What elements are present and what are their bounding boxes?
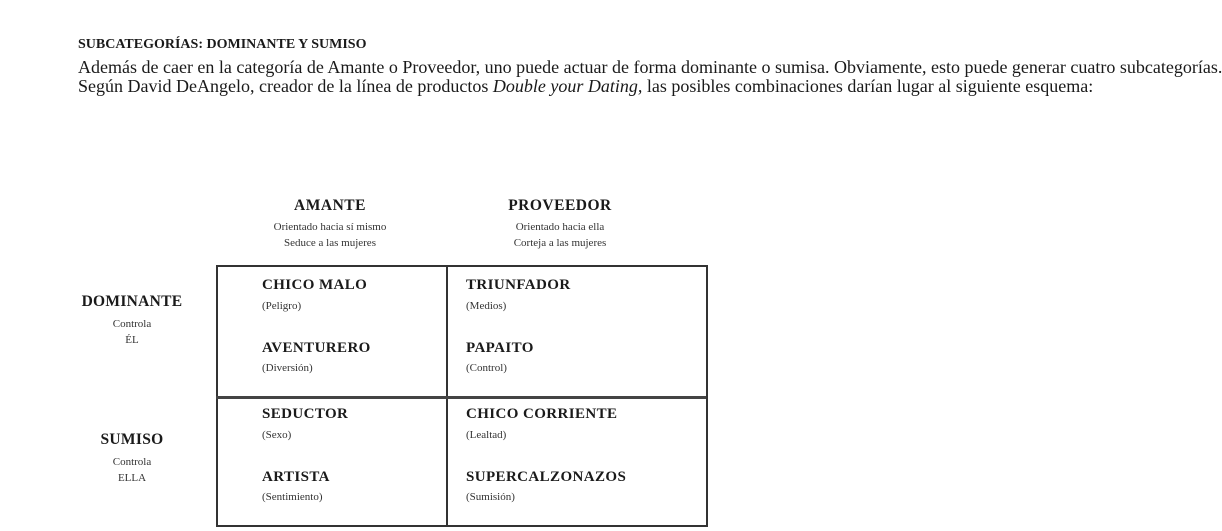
paragraph-2-text-end: las posibles combinaciones darían lugar al siguiente esquema: [642, 75, 1094, 96]
column-sub-2: Seduce a las mujeres [284, 237, 376, 249]
cell-name: SUPERCALZONAZOS [466, 469, 627, 485]
cell-name: ARTISTA [262, 469, 330, 485]
cell-desc: (Sentimiento) [262, 491, 323, 503]
column-sub-1: Orientado hacia sí mismo [273, 221, 387, 233]
cell-desc: (Sexo) [262, 429, 292, 441]
paragraph-2-text: Según David DeAngelo, creador de la línea de productos [78, 75, 493, 96]
row-sub-2: ELLA [117, 472, 147, 484]
column-header-amante: AMANTE [294, 197, 366, 214]
body-text [20, 57, 1222, 96]
cell-name: CHICO CORRIENTE [466, 406, 618, 422]
cell-desc: (Medios) [466, 300, 507, 312]
matrix-divider-horizontal [216, 396, 706, 399]
cell-name: PAPAITO [466, 340, 534, 356]
row-header-sumiso: SUMISO [100, 431, 164, 448]
row-header-dominante: DOMINANTE [81, 293, 183, 310]
cell-name: SEDUCTOR [262, 406, 349, 422]
section-heading: SUBCATEGORÍAS: DOMINANTE Y SUMISO [78, 37, 367, 52]
product-name: Double your Dating, [492, 75, 643, 96]
cell-name: TRIUNFADOR [466, 277, 571, 293]
cell-desc: (Control) [466, 362, 507, 374]
cell-desc: (Peligro) [262, 300, 302, 312]
column-sub-2: Corteja a las mujeres [513, 237, 607, 249]
cell-name: AVENTURERO [262, 340, 371, 356]
cell-desc: (Sumisión) [466, 491, 515, 503]
column-sub-1: Orientado hacia ella [515, 221, 605, 233]
paragraph-1: Además de caer en la categoría de Amante o Proveedor, uno puede actuar de forma dominante o sumisa. Obviamente, esto puede generar cuatro subcategorías. [78, 57, 1222, 77]
cell-desc: (Diversión) [262, 362, 313, 374]
cell-desc: (Lealtad) [466, 429, 507, 441]
matrix-divider-vertical [446, 265, 448, 525]
cell-name: CHICO MALO [262, 277, 368, 293]
row-sub-2: ÉL [125, 334, 139, 346]
paragraph-2 [20, 75, 1094, 96]
row-sub-1: Controla [112, 318, 152, 330]
row-sub-1: Controla [112, 456, 152, 468]
column-header-proveedor: PROVEEDOR [508, 197, 612, 214]
